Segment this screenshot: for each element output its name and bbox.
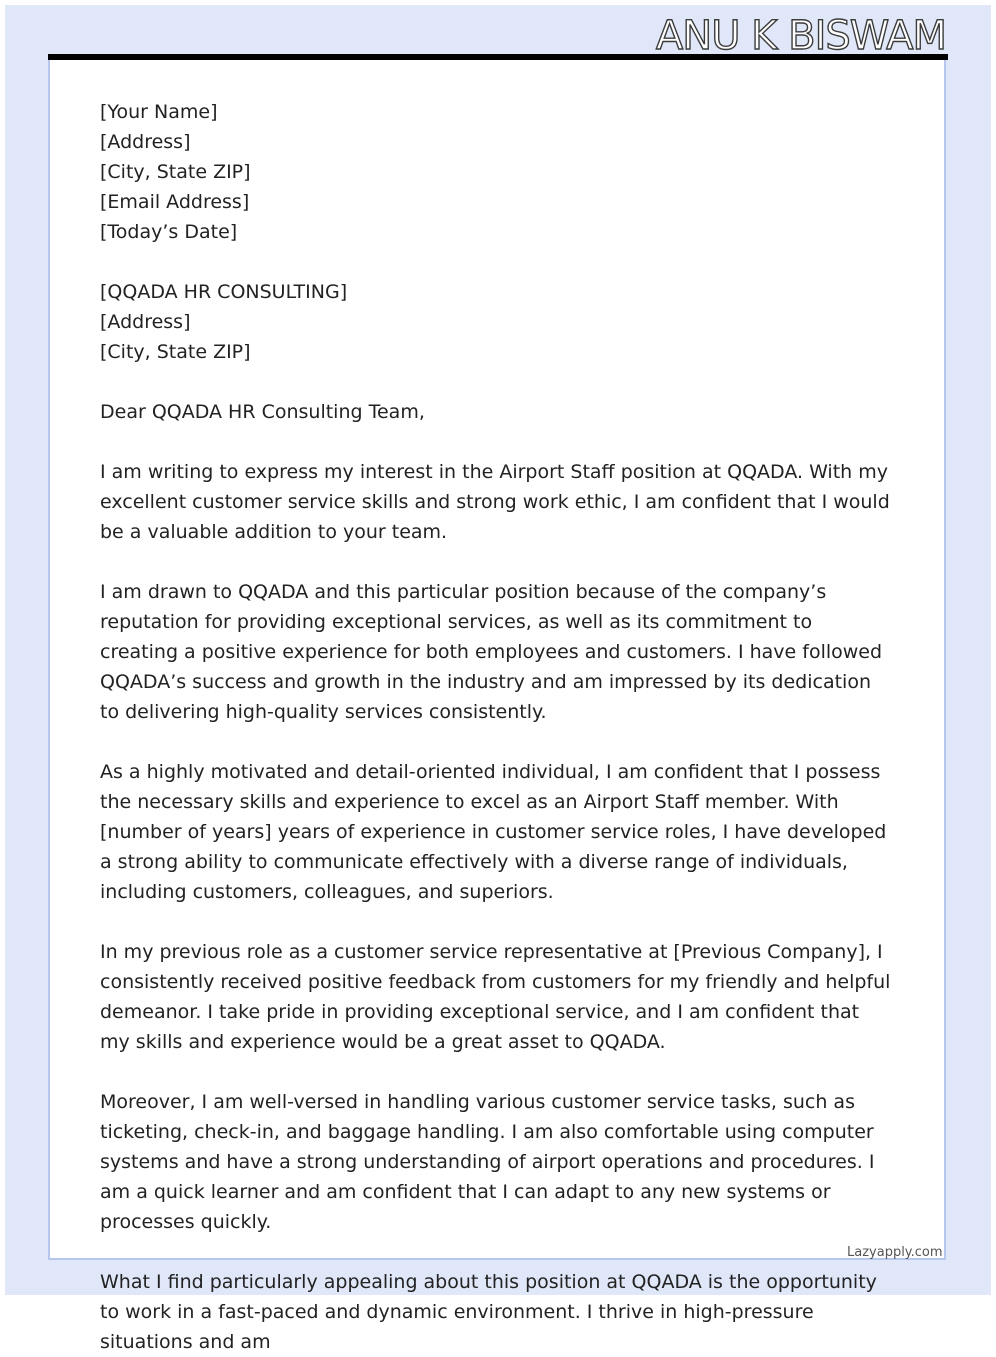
- spacer: [100, 547, 894, 577]
- body-paragraph: I am writing to express my interest in the Airport Staff position at QQADA. With my excellent customer service skills and strong work ethic, I am confident that I would be a valuable addition to your team.: [100, 461, 890, 543]
- sender-city-state-zip: [City, State ZIP]: [100, 161, 251, 183]
- watermark-text: Lazyapply.com: [847, 1245, 943, 1260]
- spacer: [100, 727, 894, 757]
- sender-block: [100, 97, 894, 247]
- spacer: [100, 367, 894, 397]
- sender-name: [Your Name]: [100, 101, 218, 123]
- body-paragraph: Moreover, I am well-versed in handling various customer service tasks, such as ticketing, check-in, and baggage handling. I am also comfortable using computer systems and have a strong understanding of airport operations and procedures. I am a quick learner and am confident that I can adapt to any new systems or processes quickly.: [100, 1091, 875, 1233]
- spacer: [100, 907, 894, 937]
- recipient-block: [100, 277, 894, 367]
- body-paragraph: What I find particularly appealing about this position at QQADA is the opportunity to work in a fast-paced and dynamic environment. I thrive in high-pressure situations and am: [100, 1271, 877, 1353]
- recipient-address: [Address]: [100, 311, 191, 333]
- body-paragraph: As a highly motivated and detail-oriented individual, I am confident that I possess the necessary skills and experience to excel as an Airport Staff member. With [number of years] years of experience in customer service roles, I have developed a strong ability to communicate effectively with a diverse range of individuals, including customers, colleagues, and superiors.: [100, 761, 887, 903]
- salutation: Dear QQADA HR Consulting Team,: [100, 401, 425, 423]
- body-paragraph: In my previous role as a customer service representative at [Previous Company], I consistently received positive feedback from customers for my friendly and helpful demeanor. I take pride in providing exceptional service, and I am confident that my skills and experience would be a great asset to QQADA.: [100, 941, 891, 1053]
- sender-email: [Email Address]: [100, 191, 250, 213]
- body-paragraph: I am drawn to QQADA and this particular position because of the company’s reputation for providing exceptional services, as well as its commitment to creating a positive experience for both employees and customers. I have followed QQADA’s success and growth in the industry and am impressed by its dedication to delivering high-quality services consistently.: [100, 581, 883, 723]
- sender-address: [Address]: [100, 131, 191, 153]
- spacer: [100, 247, 894, 277]
- recipient-company: [QQADA HR CONSULTING]: [100, 281, 348, 303]
- recipient-city-state-zip: [City, State ZIP]: [100, 341, 251, 363]
- spacer: [100, 1057, 894, 1087]
- spacer: [100, 427, 894, 457]
- letter-date: [Today’s Date]: [100, 221, 238, 243]
- cover-letter-body: [100, 97, 894, 1357]
- header-name: ANU K BISWAM: [655, 13, 946, 59]
- spacer: [100, 1237, 894, 1267]
